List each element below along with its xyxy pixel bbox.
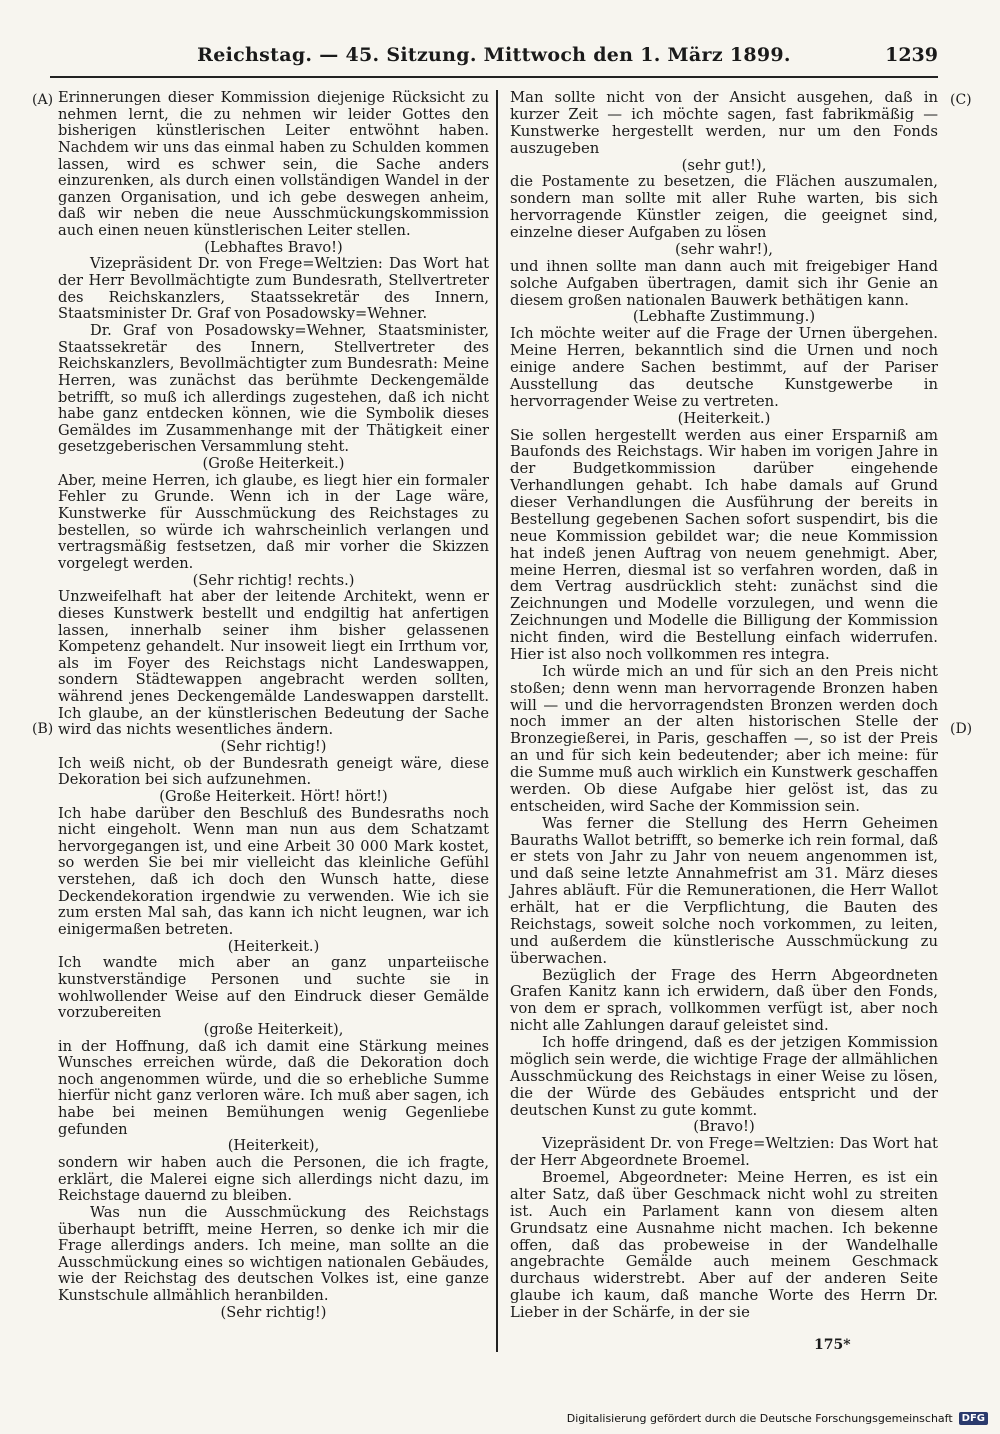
paragraph: Ich möchte weiter auf die Frage der Urnen übergehen. Meine Herren, bekanntlich sind die Urnen und noch einige andere Sachen bestimmt, auf der Pariser Ausstellung das deutsche Kunstgewerbe in hervorragender Weise zu vertreten.: [510, 325, 938, 410]
paragraph: sondern wir haben auch die Personen, die ich fragte, erklärt, die Malerei eigne sich allerdings nicht dazu, im Reichstage dauernd zu bleiben.: [58, 1154, 489, 1205]
footer-text: Digitalisierung gefördert durch die Deutsche Forschungsgemeinschaft: [566, 1412, 953, 1425]
interjection: (Heiterkeit.): [677, 409, 771, 427]
margin-mark-a: (A): [32, 92, 54, 108]
interjection: (Heiterkeit.): [227, 937, 320, 955]
paragraph: Broemel, Abgeordneter: Meine Herren, es ist ein alter Satz, daß über Geschmack nicht wohl zu streiten ist. Auch ein Parlament kann von diesem alten Grundsatz eine Ausnahme nicht machen. Ich bekenne offen, daß das probeweise in der Wandelhalle angebrachte Gemälde auch meinem Geschmack durchaus widerstrebt. Aber auf der anderen Seite glaube ich kaum, daß manche Worte des Herrn Dr. Lieber in der Schärfe, in der sie: [510, 1169, 938, 1321]
interjection: (Heiterkeit),: [227, 1137, 320, 1155]
interjection: (Lebhaftes Bravo!): [204, 238, 343, 256]
paragraph: Dr. Graf von Posadowsky=Wehner, Staatsminister, Staatssekretär des Innern, Stellvertreter des Reichskanzlers, Bevollmächtigter zum Bundesrath: Meine Herren, was zunächst das berühmte Deckengemälde betrifft, so muß ich allerdings zugestehen, daß ich nicht habe ganz entdecken können, wie die Symbolik dieses Gemäldes im Zusammenhange mit der Thätigkeit einer gesetzgeberischen Versammlung steht.: [58, 321, 489, 456]
interjection: (Große Heiterkeit. Hört! hört!): [159, 787, 388, 805]
column-divider: [496, 90, 498, 1352]
right-column: [510, 90, 938, 1322]
paragraph: Aber, meine Herren, ich glaube, es liegt hier ein formaler Fehler zu Grunde. Wenn ich in der Lage wäre, Kunstwerke für Ausschmückung des Reichstages zu bestellen, so würde ich wahrscheinlich verlangen und vertragsmäßig festsetzen, daß mir vorher die Skizzen vorgelegt werden.: [58, 471, 489, 572]
margin-mark-d: (D): [950, 721, 973, 737]
paragraph: Was nun die Ausschmückung des Reichstags überhaupt betrifft, meine Herren, so denke ich mir die Frage allerdings anders. Ich meine, man sollte an die Ausschmückung eines so wichtigen nationalen Gebäudes, wie der Reichstag des deutschen Volkes ist, eine ganze Kunstschule allmählich heranbilden.: [58, 1203, 489, 1305]
margin-mark-c: (C): [950, 92, 972, 108]
interjection: (große Heiterkeit),: [203, 1020, 344, 1038]
page-number: 1239: [885, 44, 938, 66]
interjection: (Sehr richtig! rechts.): [192, 571, 355, 589]
interjection: (sehr wahr!),: [675, 240, 773, 258]
paragraph: Ich habe darüber den Beschluß des Bundesraths noch nicht eingeholt. Wenn man nun aus dem Schatzamt hervorgegangen ist, und eine Arbeit 30 000 Mark kostet, so werden Sie bei mir vielleicht das kleinliche Gefühl verstehen, daß ich doch den Wunsch hatte, diese Deckendekoration irgendwie zu verwenden. Wie ich sie zum ersten Mal sah, das kann ich nicht leugnen, war ich einigermaßen betreten.: [58, 804, 489, 939]
paragraph: Unzweifelhaft hat aber der leitende Architekt, wenn er dieses Kunstwerk bestellt und endgiltig hat anfertigen lassen, innerhalb seiner ihm bisher gelassenen Kompetenz gehandelt. Nur insoweit liegt ein Irrthum vor, als im Foyer des Reichstags nicht Landeswappen, sondern Städtewappen angebracht werden sollten, während jenes Deckengemälde Landeswappen darstellt. Ich glaube, an der künstlerischen Bedeutung der Sache wird das nichts wesentliches ändern.: [58, 588, 489, 739]
paragraph: in der Hoffnung, daß ich damit eine Stärkung meines Wunsches erreichen würde, daß die Dekoration doch noch angenommen würde, und die so erhebliche Summe hierfür nicht ganz verloren wäre. Ich muß aber sagen, ich habe bei meinen Bemühungen wenig Gegenliebe gefunden: [58, 1037, 489, 1138]
paragraph: Was ferner die Stellung des Herrn Geheimen Bauraths Wallot betrifft, so bemerke ich rein formal, daß er stets von Jahr zu Jahr von neuem angenommen ist, und daß seine letzte Annahmefrist am 31. März dieses Jahres abläuft. Für die Remunerationen, die Herr Wallot erhält, hat er die Verpflichtung, die Bauten des Reichstags, soweit solche noch vorkommen, zu leiten, und außerdem die künstlerische Ausschmückung zu überwachen.: [510, 814, 938, 967]
signature-mark: 175*: [814, 1337, 851, 1353]
left-column: [58, 90, 489, 1321]
interjection: (Große Heiterkeit.): [202, 455, 345, 473]
paragraph: Ich würde mich an und für sich an den Preis nicht stoßen; denn wenn man hervorragende Bronzen haben will — und die hervorragendsten Bronzen werden doch noch immer an der alten historischen Stelle der Bronzegießerei, in Paris, geschaffen —, so ist der Preis an und für sich kein bedeutender; aber ich meine: für die Summe muß auch wirklich ein Kunstwerk geschaffen werden. Ob diese Aufgabe hier gelöst ist, das zu entscheiden, wird Sache der Kommission sein.: [510, 662, 938, 815]
paragraph: Man sollte nicht von der Ansicht ausgehen, daß in kurzer Zeit — ich möchte sagen, fast fabrikmäßig — Kunstwerke hergestellt werden, nur um den Fonds auszugeben: [510, 89, 938, 157]
paragraph: die Postamente zu besetzen, die Flächen auszumalen, sondern man sollte mit aller Ruhe warten, bis sich hervorragende Künstler zeigen, die geeignet sind, einzelne dieser Aufgaben zu lösen: [510, 173, 938, 241]
interjection: (Sehr richtig!): [220, 737, 327, 755]
paragraph: Sie sollen hergestellt werden aus einer Ersparniß am Baufonds des Reichstags. Wir haben im vorigen Jahre in der Budgetkommission darüber eingehende Verhandlungen gehabt. Ich habe damals auf Grund dieser Verhandlungen die Ausführung der bereits in Bestellung gegebenen Sachen sofort suspendirt, bis die neue Kommission gebildet war; die neue Kommission hat indeß jenen Auftrag von neuem genehmigt. Aber, meine Herren, diesmal ist so verfahren worden, daß in dem Vertrag ausdrücklich steht: zunächst sind die Zeichnungen und Modelle vorzulegen, und wenn die Zeichnungen und Modelle die Billigung der Kommission nicht finden, wird die Bestellung einfach widerrufen. Hier ist also noch vollkommen res integra.: [510, 426, 938, 663]
digitization-footer: [567, 1412, 988, 1425]
paragraph: Ich hoffe dringend, daß es der jetzigen Kommission möglich sein werde, die wichtige Frage der allmählichen Ausschmückung des Reichstags in einer Weise zu lösen, die der Würde des Gebäudes entspricht und der deutschen Kunst zu gute kommt.: [510, 1034, 938, 1119]
dfg-logo: DFG: [959, 1412, 988, 1425]
interjection: (Sehr richtig!): [220, 1303, 327, 1321]
paragraph: Bezüglich der Frage des Herrn Abgeordneten Grafen Kanitz kann ich erwidern, daß über den Fonds, von dem er sprach, vollkommen verfügt ist, aber noch nicht alle Zahlungen darauf geleistet sind.: [510, 966, 938, 1035]
paragraph: Ich weiß nicht, ob der Bundesrath geneigt wäre, diese Dekoration bei sich aufzunehmen.: [58, 754, 489, 789]
interjection: (sehr gut!),: [681, 156, 767, 174]
interjection: (Lebhafte Zustimmung.): [632, 308, 816, 326]
paragraph: Vizepräsident Dr. von Frege=Weltzien: Das Wort hat der Herr Bevollmächtigte zum Bundesrath, Stellvertreter des Reichskanzlers, Staatssekretär des Innern, Staatsminister Dr. Graf von Posadowsky=Wehner.: [58, 255, 489, 323]
paragraph: und ihnen sollte man dann auch mit freigebiger Hand solche Aufgaben übertragen, damit sich ihr Genie an diesem großen nationalen Bauwerk bethätigen kann.: [510, 257, 938, 309]
paragraph: Ich wandte mich aber an ganz unparteiische kunstverständige Personen und suchte sie in wohlwollender Weise auf den Eindruck dieser Gemälde vorzubereiten: [58, 954, 489, 1022]
paragraph: Erinnerungen dieser Kommission diejenige Rücksicht zu nehmen lernt, die zu nehmen wir leider Gottes den bisherigen künstlerischen Leiter entwöhnt haben. Nachdem wir uns das einmal haben zu Schulden kommen lassen, wird es schwer sein, die Sache anders einzurenken, als durch einen vollständigen Wandel in der ganzen Organisation, und ich gebe deswegen anheim, daß wir neben die neue Ausschmückungskommission auch einen neuen künstlerischen Leiter stellen.: [58, 89, 489, 240]
running-title: Reichstag. — 45. Sitzung. Mittwoch den 1. März 1899.: [197, 44, 791, 66]
interjection: (Bravo!): [693, 1118, 755, 1136]
page-header: [50, 44, 938, 78]
margin-mark-b: (B): [32, 721, 54, 737]
paragraph: Vizepräsident Dr. von Frege=Weltzien: Das Wort hat der Herr Abgeordnete Broemel.: [510, 1135, 938, 1170]
